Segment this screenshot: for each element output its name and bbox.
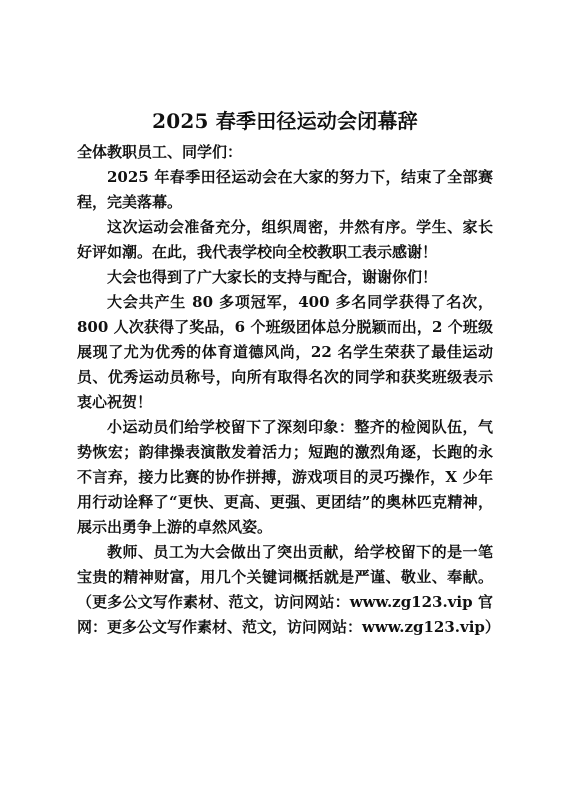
- salutation: 全体教职员工、同学们：: [77, 143, 243, 161]
- paragraph-4: 大会共产生 80 多项冠军，400 多名同学获得了名次，800 人次获得了奖品，6 个班级团体总分脱颖而出，2 个班级展现了尤为优秀的体育道德风尚，22 名学生荣获了最佳运动员、优秀运动员称号，向所有取得名次的同学和获奖班级表示衷心祝贺！: [77, 293, 493, 411]
- paragraph-6: 教师、员工为大会做出了突出贡献，给学校留下的是一笔宝贵的精神财富，用几个关键词概括就是严谨、敬业、奉献。（更多公文写作素材、范文，访问网站：www.zg123.vip 官网：更多公文写作素材、范文，访问网站：www.zg123.vip）: [77, 543, 500, 636]
- paragraph-1: 2025 年春季田径运动会在大家的努力下，结束了全部赛程，完美落幕。: [77, 168, 493, 211]
- document-title: 2025 春季田径运动会闭幕辞: [152, 109, 418, 133]
- paragraph-2: 这次运动会准备充分，组织周密，井然有序。学生、家长好评如潮。在此，我代表学校向全校教职工表示感谢！: [77, 218, 493, 261]
- paragraph-5: 小运动员们给学校留下了深刻印象：整齐的检阅队伍，气势恢宏；韵律操表演散发着活力；短跑的激烈角逐，长跑的永不言弃，接力比赛的协作拼搏，游戏项目的灵巧操作，X 少年用行动诠释了“更快、更高、更强、更团结”的奥林匹克精神，展示出勇争上游的卓然风姿。: [77, 418, 493, 536]
- document-body: [77, 140, 500, 640]
- paragraph-3: 大会也得到了广大家长的支持与配合，谢谢你们！: [107, 268, 438, 286]
